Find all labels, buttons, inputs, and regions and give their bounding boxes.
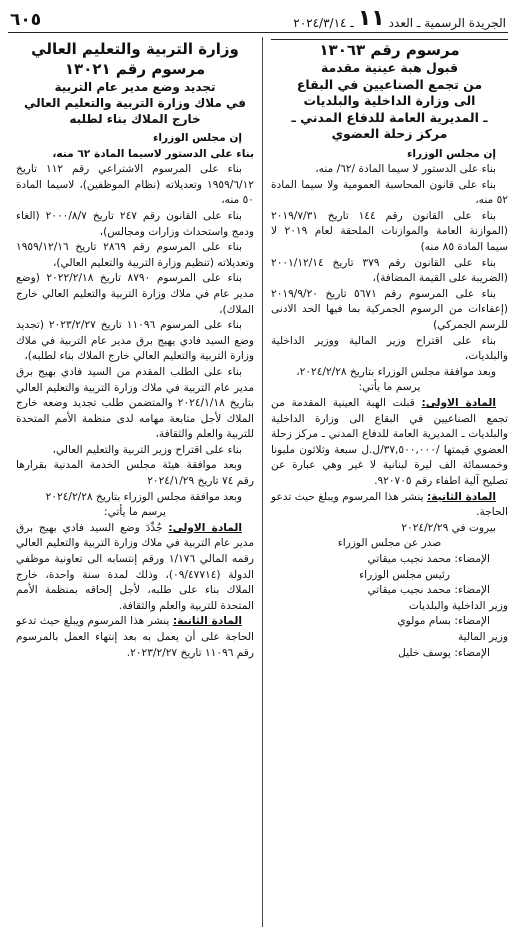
- decree-body-right: [271, 147, 508, 662]
- recital: بناء على المرسوم ١١٠٩٦ تاريخ ٢٠٢٣/٢/٢٧ (تجديد وضع السيد فادي يهيج برق مدير عام التربية في ملاك وزارة التربية والتعليم العالي خارج الملاك بناء لطلبه)،: [16, 319, 254, 363]
- pm-title: رئيس مجلس الوزراء: [359, 568, 450, 581]
- left-column: [16, 37, 262, 927]
- article-label: المادة الاولى:: [421, 397, 496, 409]
- place-date: بيروت في ٢٠٢٤/٢/٢٩: [401, 521, 496, 534]
- decree-heading-right: [271, 39, 508, 143]
- recital: بناء على القانون رقم ٣٧٩ تاريخ ٢٠٠١/١٢/١٤ (الضريبة على القيمة المضافة)،: [271, 256, 508, 285]
- decree-subject-line: الى وزارة الداخلية والبلديات: [303, 93, 476, 108]
- decree-heading-left: [16, 39, 254, 127]
- decree-subject-line: مركز زحلة العضوي: [331, 126, 448, 141]
- page-header: [8, 6, 508, 33]
- decree-title: مرسوم رقم ١٣٠٦٣: [319, 41, 460, 59]
- article-text: جُدِّدَ وضع السيد فادي بهيج برق مدير عام التربية في ملاك وزارة التربية والتعليم العالي رقمه المالي ١/١٧٦ ورقم إنتسابه الى تعاونية موظفي الدولة (٠٩/٤٧٧١٤)، وذلك لمدة سنة واحدة، خارج الملاك بناء على طلبه، لأجل إلحاقه بمنظمة الأمم المتحدة للتربية والعلم والثقافة.: [16, 521, 254, 612]
- recital: بناء على الدستور لاسيما المادة ٦٢ منه،: [52, 147, 254, 160]
- finance-minister-title: وزير المالية: [457, 630, 508, 643]
- decree-subject-line: قبول هبة عينية مقدمة: [320, 60, 459, 75]
- issued-by: صدر عن مجلس الوزراء: [337, 537, 442, 550]
- issue-number: ١١: [357, 6, 385, 31]
- recital: بناء على اقتراح وزير المالية ووزير الداخلية والبلديات،: [271, 334, 508, 363]
- page-number: ٦٠٥: [10, 10, 42, 30]
- recital: بناء على القانون رقم ١٤٤ تاريخ ٢٠١٩/٧/٣١ (الموازنة العامة والموازنات الملحقة لعام ٢٠١٩ لا سيما المادة ٨٥ منه): [271, 209, 508, 254]
- recital: بناء على اقتراح وزير التربية والتعليم العالي،: [52, 443, 242, 456]
- recital: وبعد موافقة هيئة مجلس الخدمة المدنية بقرارها رقم ٧٤ تاريخ ٢٠٢٤/١/٢٩: [16, 459, 254, 488]
- decree-subject-line: من تجمع الصناعيين في البقاع: [296, 76, 483, 92]
- decree-line: يرسم ما يأتي:: [358, 381, 421, 394]
- decree-subject-line: في ملاك وزارة التربية والتعليم العالي: [23, 96, 247, 110]
- journal-name: الجريدة الرسمية ـ العدد: [388, 16, 506, 30]
- recital: بناء على الطلب المقدم من السيد فادي بهيج برق مدير عام التربية في ملاك وزارة التربية والتعليم العالي بتاريخ ٢٠٢٤/١/١٨ والمتضمن طلب تجديد وضعه خارج الملاك لأجل متابعة مهامه لدى منظمة الأمم المتحدة للتربية والعلم والثقافة،: [16, 365, 254, 441]
- columns: [8, 37, 508, 927]
- decree-title: مرسوم رقم ١٣٠٢١: [64, 60, 206, 78]
- recital: وبعد موافقة مجلس الوزراء بتاريخ ٢٠٢٤/٢/٢٨: [45, 490, 242, 503]
- article-text: قبلت الهبة العينية المقدمة من تجمع الصناعيين في البقاع الى وزارة الداخلية والبلديات ـ المديرية العامة للدفاع المدني ـ مركز زحلة العضوي قيمتها /٣٧,٥٠٠,٠٠٠/ل.ل سبعة وثلاثون مليونا وخمسمائة الف ليرة لبنانية لا غير وهي عبارة عن تصليح آلية اطفاء رقم ٩٢٠٧٠٥.: [271, 397, 508, 487]
- ministry-title: وزارة التربية والتعليم العالي: [31, 40, 239, 58]
- signature: الإمضاء: محمد نجيب ميقاتي: [367, 584, 490, 597]
- recital: وبعد موافقة مجلس الوزراء بتاريخ ٢٠٢٤/٢/٢٨،: [296, 365, 496, 378]
- recital: بناء على المرسوم ٨٧٩٠ تاريخ ٢٠٢٢/٢/١٨ (وضع مدير عام في ملاك وزارة التربية والتعليم العالي خارج الملاك)،: [16, 272, 254, 316]
- journal-info: [293, 8, 506, 30]
- signature: الإمضاء: بسام مولوي: [397, 615, 490, 628]
- decree-body-left: [16, 131, 254, 661]
- recital: بناء على القانون رقم ٢٤٧ تاريخ ٢٠٠٠/٨/٧ (الغاء ودمج واستحداث وزارات ومجالس)،: [16, 209, 254, 238]
- decree-subject-line: خارج الملاك بناء لطلبه: [69, 112, 201, 126]
- recital: بناء على المرسوم الاشتراعي رقم ١١٢ تاريخ ١٩٥٩/٦/١٢ وتعديلاته (نظام الموظفين)، لاسيما المادة ٥٠ منه،: [16, 163, 254, 207]
- article-label: المادة الاولى:: [168, 521, 242, 534]
- recital: بناء على المرسوم رقم ٥٦٧١ تاريخ ٢٠١٩/٩/٢٠ (إعفاءات من الرسوم الجمركية بما فيها الحد الادنى للرسم الجمركي): [271, 287, 508, 332]
- article-text: ينشر هذا المرسوم ويبلغ حيث تدعو الحاجة على أن يعمل به بعد إنتهاء العمل بالمرسوم رقم ١١٠٩٦ تاريخ ٢٠٢٣/٢/٢٧.: [16, 615, 254, 659]
- council-line: إن مجلس الوزراء: [406, 147, 496, 160]
- issue-date: ـ ٢٠٢٤/٣/١٤: [293, 16, 354, 30]
- signature: الإمضاء: محمد نجيب ميقاتي: [367, 552, 490, 565]
- council-line: إن مجلس الوزراء: [152, 132, 242, 144]
- recital: بناء على قانون المحاسبة العمومية ولا سيما المادة ٥٢ منه،: [271, 178, 508, 207]
- article-label: المادة الثانية:: [427, 490, 496, 503]
- interior-minister-title: وزير الداخلية والبلديات: [408, 599, 508, 612]
- recital: بناء على الدستور لا سيما المادة /٦٢/ منه،: [315, 163, 496, 176]
- recital: بناء على المرسوم رقم ٢٨٦٩ تاريخ ١٩٥٩/١٢/١٦ وتعديلاته (تنظيم وزارة التربية والتعليم العالي)،: [16, 241, 254, 269]
- article-label: المادة الثانية:: [172, 615, 243, 628]
- article-text: ينشر هذا المرسوم ويبلغ حيث تدعو الحاجة.: [271, 490, 508, 519]
- decree-line: يرسم ما يأتي:: [104, 506, 166, 519]
- decree-subject-line: تجديد وضع مدير عام التربية: [54, 80, 216, 94]
- signature: الإمضاء: يوسف خليل: [398, 646, 490, 659]
- right-column: [262, 37, 508, 927]
- decree-subject-line: ـ المديرية العامة للدفاع المدني ـ: [291, 109, 488, 125]
